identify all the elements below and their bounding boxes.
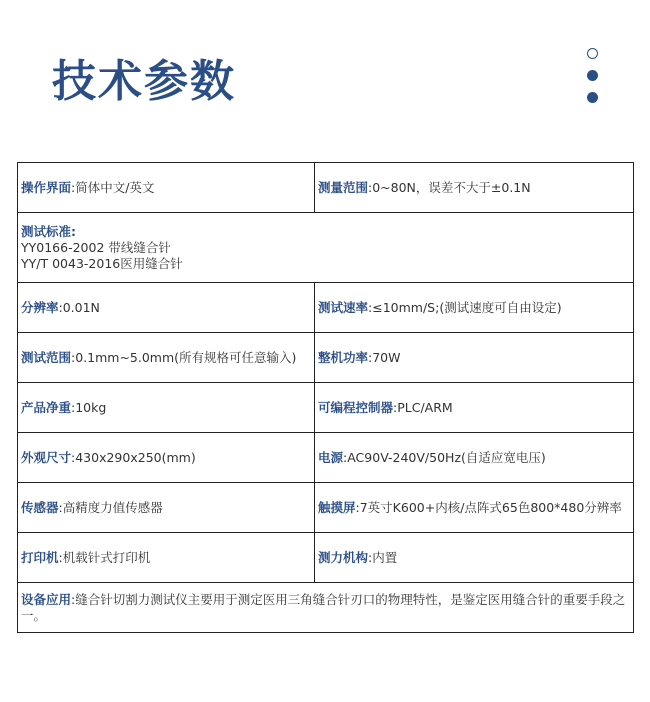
spec-label: 设备应用 xyxy=(21,591,72,607)
table-row xyxy=(18,583,634,633)
spec-value: :70W xyxy=(368,349,401,365)
table-row xyxy=(18,213,634,283)
spec-cell-mechanism xyxy=(315,533,634,583)
spec-cell-test-range xyxy=(18,333,315,383)
circle-outline-icon xyxy=(587,48,598,59)
spec-label: 测量范围 xyxy=(318,179,369,195)
table-row xyxy=(18,383,634,433)
spec-value: :内置 xyxy=(368,549,398,565)
spec-label: 产品净重 xyxy=(21,399,72,415)
spec-label: 可编程控制器 xyxy=(318,399,394,415)
spec-cell-speed xyxy=(315,283,634,333)
spec-value: :高精度力值传感器 xyxy=(58,499,163,515)
table-row xyxy=(18,333,634,383)
spec-cell-controller xyxy=(315,383,634,433)
spec-value: :PLC/ARM xyxy=(393,399,453,415)
circle-filled-icon xyxy=(587,70,598,81)
spec-label: 分辨率 xyxy=(21,299,59,315)
spec-cell-supply xyxy=(315,433,634,483)
spec-cell-sensor xyxy=(18,483,315,533)
spec-label: 测力机构 xyxy=(318,549,369,565)
spec-cell-size xyxy=(18,433,315,483)
spec-cell-range xyxy=(315,163,634,213)
spec-label: 整机功率 xyxy=(318,349,369,365)
spec-value: :0~80N，误差不大于±0.1N xyxy=(368,179,531,195)
spec-value: :430x290x250(mm) xyxy=(71,449,196,465)
spec-label: 测试范围 xyxy=(21,349,72,365)
table-row xyxy=(18,483,634,533)
spec-cell-ui xyxy=(18,163,315,213)
table-row xyxy=(18,433,634,483)
spec-cell-screen xyxy=(315,483,634,533)
table-row xyxy=(18,533,634,583)
spec-value: :0.1mm~5.0mm(所有规格可任意输入) xyxy=(71,349,297,365)
spec-cell-printer xyxy=(18,533,315,583)
spec-label: 操作界面 xyxy=(21,179,72,195)
spec-label: 传感器 xyxy=(21,499,59,515)
spec-value: :0.01N xyxy=(58,299,100,315)
spec-label: 测试标准: xyxy=(21,223,76,239)
spec-label: 电源 xyxy=(318,449,344,465)
spec-value: :机载针式打印机 xyxy=(58,549,151,565)
table-row xyxy=(18,163,634,213)
spec-label: 测试速率 xyxy=(318,299,369,315)
table-row xyxy=(18,283,634,333)
spec-cell-resolution xyxy=(18,283,315,333)
page-title: 技术参数 xyxy=(52,56,236,107)
spec-label: 触摸屏 xyxy=(318,499,356,515)
spec-cell-weight xyxy=(18,383,315,433)
spec-label: 打印机 xyxy=(21,549,59,565)
spec-value: :10kg xyxy=(71,399,107,415)
spec-value: :7英寸K600+内核/点阵式65色800*480分辨率 xyxy=(355,499,622,515)
spec-value: :缝合针切割力测试仪主要用于测定医用三角缝合针刃口的物理特性，是鉴定医用缝合针的重要手段之一。 xyxy=(21,591,626,623)
spec-value-line: YY0166-2002 带线缝合针 xyxy=(21,239,171,255)
spec-value-line: YY/T 0043-2016医用缝合针 xyxy=(21,255,183,271)
spec-table xyxy=(17,162,634,633)
spec-label: 外观尺寸 xyxy=(21,449,72,465)
spec-value: :≤10mm/S;(测试速度可自由设定) xyxy=(368,299,562,315)
spec-cell-application xyxy=(18,583,634,633)
spec-value: :AC90V-240V/50Hz(自适应宽电压) xyxy=(343,449,546,465)
spec-value: :简体中文/英文 xyxy=(71,179,155,195)
spec-cell-standard xyxy=(18,213,634,283)
spec-cell-power xyxy=(315,333,634,383)
circle-filled-icon xyxy=(587,92,598,103)
